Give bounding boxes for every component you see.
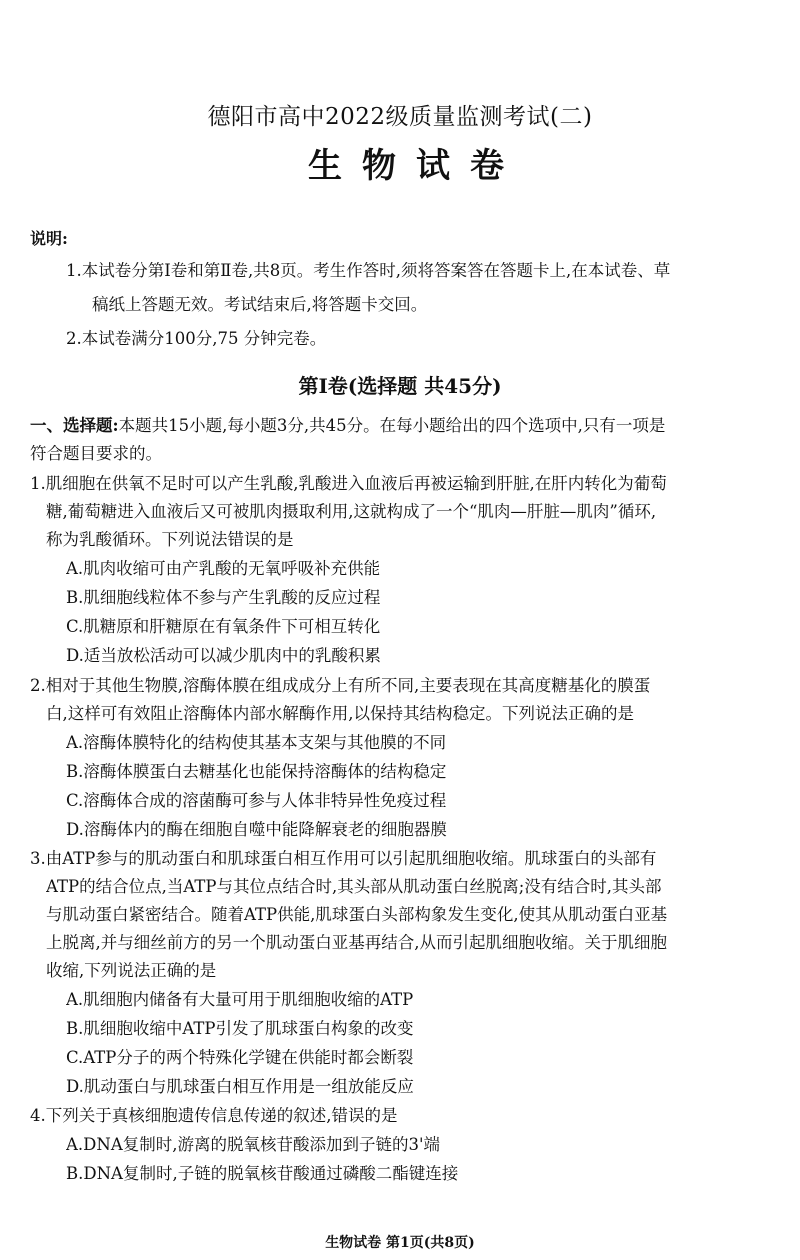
question-1-option-d: D.适当放松活动可以减少肌肉中的乳酸积累 [66,646,381,665]
section-intro-line-1 [30,412,775,440]
question-3-stem-line-1: 3.由ATP参与的肌动蛋白和肌球蛋白相互作用可以引起肌细胞收缩。肌球蛋白的头部有 [30,849,657,868]
question-3-option-c: C.ATP分子的两个特殊化学键在供能时都会断裂 [66,1048,414,1067]
instruction-item-1-line-2: 稿纸上答题无效。考试结束后,将答题卡交回。 [92,295,428,314]
section-intro-line-2: 符合题目要求的。 [30,444,162,463]
question-1-stem-line-2: 糖,葡萄糖进入血液后又可被肌肉摄取利用,这就构成了一个“肌肉—肝脏—肌肉”循环, [46,502,657,521]
question-2-option-a: A.溶酶体膜特化的结构使其基本支架与其他膜的不同 [66,733,447,752]
subject-title: 生物试卷 [308,146,524,186]
question-1-option-c: C.肌糖原和肝糖原在有氧条件下可相互转化 [66,617,381,636]
question-2-stem-line-2: 白,这样可有效阻止溶酶体内部水解酶作用,以保持其结构稳定。下列说法正确的是 [46,704,634,723]
exam-title: 德阳市高中2022级质量监测考试(二) [207,104,593,130]
section-intro-label: 一、选择题: [30,416,119,435]
section-intro-text: 本题共15小题,每小题3分,共45分。在每小题给出的四个选项中,只有一项是 [118,416,666,435]
question-4-option-a: A.DNA复制时,游离的脱氧核苷酸添加到子链的3'端 [66,1135,441,1154]
page-footer: 生物试卷 第1页(共8页) [325,1235,475,1251]
question-1-stem-line-1: 1.肌细胞在供氧不足时可以产生乳酸,乳酸进入血液后再被运输到肝脏,在肝内转化为葡萄 [30,474,667,493]
question-3-stem-line-5: 收缩,下列说法正确的是 [46,961,217,980]
question-3-stem-line-2: ATP的结合位点,当ATP与其位点结合时,其头部从肌动蛋白丝脱离;没有结合时,其头部 [46,877,662,896]
question-3-stem-line-4: 上脱离,并与细丝前方的另一个肌动蛋白亚基再结合,从而引起肌细胞收缩。关于肌细胞 [46,933,667,952]
question-2-option-b: B.溶酶体膜蛋白去糖基化也能保持溶酶体的结构稳定 [66,762,447,781]
question-4-stem-line-1: 4.下列关于真核细胞遗传信息传递的叙述,错误的是 [30,1106,398,1125]
question-4-option-b: B.DNA复制时,子链的脱氧核苷酸通过磷酸二酯键连接 [66,1164,459,1183]
question-1-stem-line-3: 称为乳酸循环。下列说法错误的是 [46,530,294,549]
question-3-option-d: D.肌动蛋白与肌球蛋白相互作用是一组放能反应 [66,1077,414,1096]
question-3-stem-line-3: 与肌动蛋白紧密结合。随着ATP供能,肌球蛋白头部构象发生变化,使其从肌动蛋白亚基 [46,905,668,924]
question-2-option-c: C.溶酶体合成的溶菌酶可参与人体非特异性免疫过程 [66,791,447,810]
question-3-option-a: A.肌细胞内储备有大量可用于肌细胞收缩的ATP [66,990,414,1009]
question-3-option-b: B.肌细胞收缩中ATP引发了肌球蛋白构象的改变 [66,1019,414,1038]
section-title: 第Ⅰ卷(选择题 共45分) [298,374,502,398]
instruction-item-1-line-1: 1.本试卷分第Ⅰ卷和第Ⅱ卷,共8页。考生作答时,须将答案答在答题卡上,在本试卷、草 [66,261,671,280]
question-2-stem-line-1: 2.相对于其他生物膜,溶酶体膜在组成成分上有所不同,主要表现在其高度糖基化的膜蛋 [30,676,651,695]
instructions-heading: 说明: [30,229,68,248]
question-2-option-d: D.溶酶体内的酶在细胞自噬中能降解衰老的细胞器膜 [66,820,447,839]
question-1-option-a: A.肌肉收缩可由产乳酸的无氧呼吸补充供能 [66,559,381,578]
instruction-item-2: 2.本试卷满分100分,75 分钟完卷。 [66,329,327,348]
question-1-option-b: B.肌细胞线粒体不参与产生乳酸的反应过程 [66,588,381,607]
